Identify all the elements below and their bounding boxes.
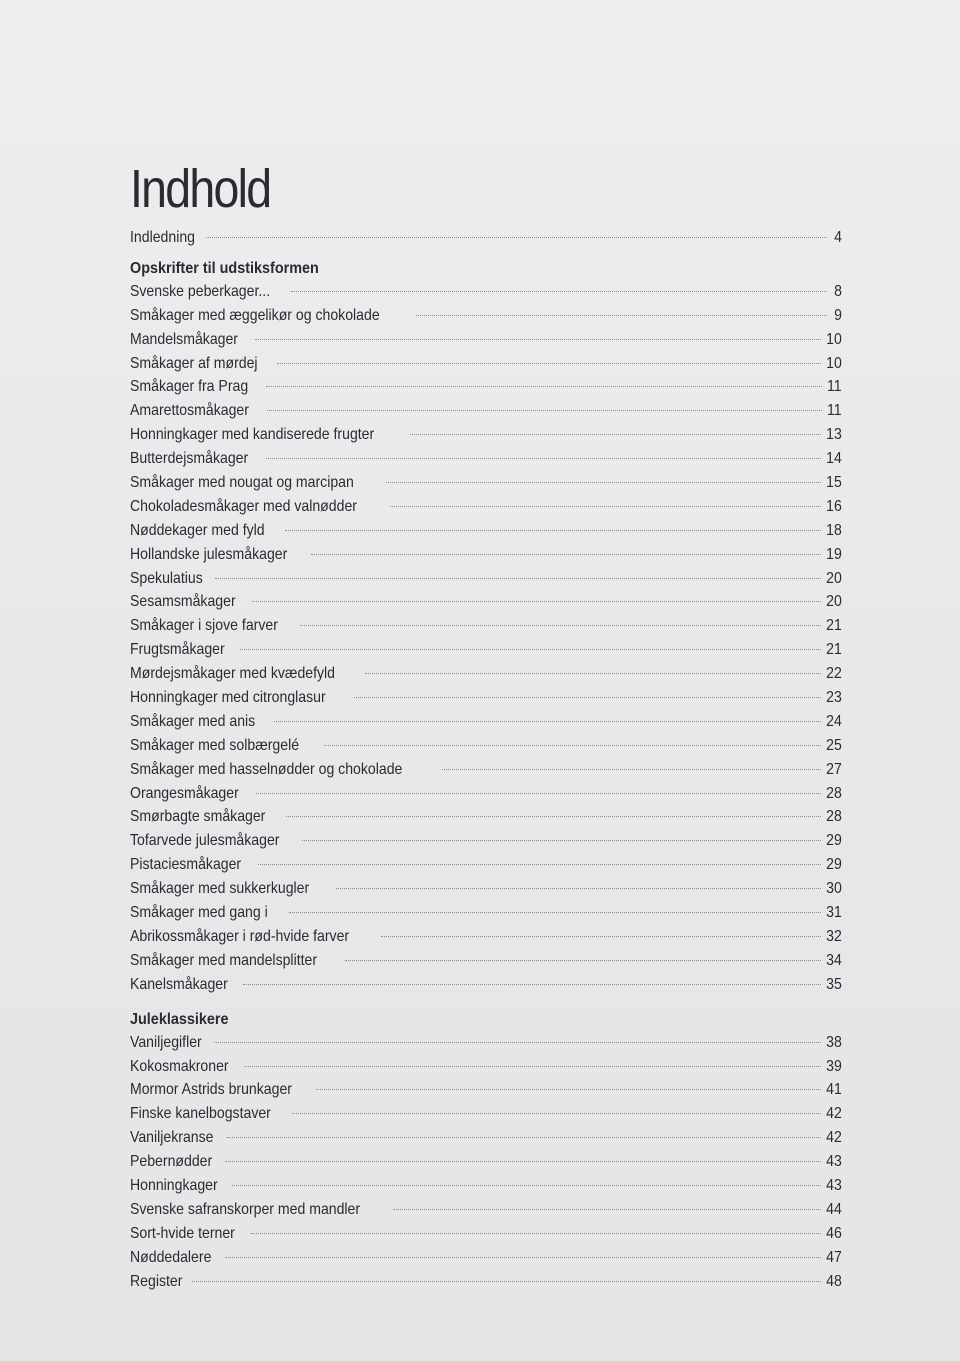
toc-entry-page: 18 (826, 521, 842, 539)
leader-dots (285, 530, 821, 531)
toc-entry-label: Mandelsmåkager (130, 330, 239, 348)
leader-dots (243, 984, 821, 985)
toc-entry-page: 22 (826, 665, 842, 683)
toc-entry-page: 4 (834, 229, 842, 246)
toc-entry[interactable] (130, 590, 842, 614)
toc-entry-page: 47 (826, 1248, 842, 1266)
toc-entry[interactable] (130, 662, 842, 686)
toc-entry-page: 19 (826, 545, 842, 563)
toc-entry-label: Butterdejsmåkager (130, 450, 249, 468)
toc-entry[interactable] (130, 328, 842, 352)
toc-entry-page: 38 (826, 1033, 842, 1051)
toc-entry[interactable] (130, 567, 842, 591)
leader-dots (258, 864, 821, 865)
toc-entry-page: 21 (826, 641, 842, 659)
leader-dots (215, 578, 821, 579)
leader-dots (255, 339, 821, 340)
toc-entry-label: Sesamsmåkager (130, 593, 236, 611)
toc-entry-page: 28 (826, 808, 842, 826)
toc-entry-page: 16 (826, 497, 842, 515)
toc-entry-page: 20 (826, 593, 842, 611)
leader-dots (311, 554, 821, 555)
section-entries (130, 280, 842, 997)
toc-entry-label: Hollandske julesmåkager (130, 545, 288, 563)
toc-entry-label: Tofarvede julesmåkager (130, 832, 280, 850)
toc-entry-label: Indledning (130, 229, 195, 246)
toc-entry-page: 30 (826, 880, 842, 898)
toc-entry-page: 29 (826, 832, 842, 850)
leader-dots (266, 386, 822, 387)
toc-entry[interactable] (130, 614, 842, 638)
toc-entry-label: Småkager med hasselnødder og chokolade (130, 760, 403, 778)
section-entries (130, 1031, 842, 1294)
toc-entry-label: Nøddekager med fyld (130, 521, 265, 539)
toc-entry[interactable] (130, 1198, 842, 1222)
toc-entry-label: Smørbagte småkager (130, 808, 266, 826)
toc-entry-label: Nøddedalere (130, 1248, 212, 1266)
toc-entry[interactable] (130, 1246, 842, 1270)
toc-entry-intro[interactable] (130, 226, 842, 250)
toc-entry-page: 41 (826, 1081, 842, 1099)
toc-entry-page: 29 (826, 856, 842, 874)
toc-entry-page: 43 (826, 1176, 842, 1194)
leader-dots (225, 1161, 821, 1162)
toc-entry-label: Sort-hvide terner (130, 1224, 235, 1242)
toc-entry-page: 11 (827, 402, 842, 420)
toc-entry-page: 25 (826, 736, 842, 754)
toc-entry[interactable] (130, 543, 842, 567)
toc-entry[interactable] (130, 495, 842, 519)
toc-entry-page: 44 (826, 1200, 842, 1218)
toc-entry-label: Svenske peberkager... (130, 282, 271, 300)
toc-entry-label: Pebernødder (130, 1153, 213, 1171)
toc-entry-page: 23 (826, 689, 842, 707)
toc-entry-page: 14 (826, 450, 842, 468)
toc-entry-page: 10 (826, 330, 842, 348)
toc-entry-page: 39 (826, 1057, 842, 1075)
toc-entry[interactable] (130, 1055, 842, 1079)
toc-entry-label: Vaniljegifler (130, 1033, 202, 1051)
toc-entry-label: Mørdejsmåkager med kvædefyld (130, 665, 336, 683)
toc-entry[interactable] (130, 805, 842, 829)
toc-entry-page: 9 (834, 306, 842, 324)
toc-entry[interactable] (130, 758, 842, 782)
toc-entry-page: 42 (826, 1129, 842, 1147)
leader-dots (336, 888, 822, 889)
toc-entry-label: Register (130, 1272, 183, 1290)
section-heading: Opskrifter til udstiksformen (130, 259, 319, 277)
leader-dots (206, 237, 827, 238)
toc-entry-page: 31 (826, 904, 842, 922)
toc-entry-label: Småkager i sjove farver (130, 617, 278, 635)
toc-entry[interactable] (130, 1270, 842, 1294)
toc-entry-label: Småkager med solbærgelé (130, 736, 300, 754)
toc-entry-page: 28 (826, 784, 842, 802)
leader-dots (214, 1042, 822, 1043)
toc-entry-label: Frugtsmåkager (130, 641, 225, 659)
toc-entry[interactable] (130, 1102, 842, 1126)
toc-section-2 (130, 1005, 842, 1294)
toc-entry[interactable] (130, 949, 842, 973)
leader-dots (390, 506, 821, 507)
toc-entry[interactable] (130, 280, 842, 304)
toc-entry-page: 24 (826, 712, 842, 730)
toc-entry-label: Finske kanelbogstaver (130, 1105, 271, 1123)
toc-entry[interactable] (130, 1078, 842, 1102)
toc-entry[interactable] (130, 853, 842, 877)
leader-dots (244, 1066, 821, 1067)
toc-entry[interactable] (130, 782, 842, 806)
leader-dots (386, 482, 821, 483)
toc-entry-label: Småkager fra Prag (130, 378, 249, 396)
toc-entry-page: 10 (826, 354, 842, 372)
toc-entry-label: Småkager med æggelikør og chokolade (130, 306, 380, 324)
toc-entry-page: 21 (826, 617, 842, 635)
toc-entry[interactable] (130, 375, 842, 399)
toc-entry-page: 8 (834, 282, 842, 300)
toc-entry[interactable] (130, 447, 842, 471)
toc-entry-page: 20 (826, 569, 842, 587)
section-heading: Juleklassikere (130, 1010, 229, 1028)
toc-entry[interactable] (130, 1031, 842, 1055)
page-title: Indhold (130, 159, 271, 219)
toc-entry-page: 42 (826, 1105, 842, 1123)
toc-entry-page: 15 (826, 474, 842, 492)
toc-entry-label: Honningkager (130, 1176, 218, 1194)
toc-entry[interactable] (130, 734, 842, 758)
toc-entry-page: 32 (826, 927, 842, 945)
leader-dots (410, 434, 822, 435)
toc-entry[interactable] (130, 1150, 842, 1174)
toc-entry-page: 43 (826, 1153, 842, 1171)
leader-dots (192, 1281, 822, 1282)
toc-entry[interactable] (130, 1126, 842, 1150)
leader-dots (442, 769, 822, 770)
toc-entry-page: 46 (826, 1224, 842, 1242)
leader-dots (286, 816, 821, 817)
toc-entry[interactable] (130, 352, 842, 376)
leader-dots (393, 1209, 821, 1210)
toc-entry[interactable] (130, 925, 842, 949)
toc-entry[interactable] (130, 710, 842, 734)
toc-entry-label: Småkager med sukkerkugler (130, 880, 310, 898)
toc-entry[interactable] (130, 901, 842, 925)
toc-entry-label: Mormor Astrids brunkager (130, 1081, 292, 1099)
leader-dots (251, 1233, 821, 1234)
toc-entry-label: Spekulatius (130, 569, 203, 587)
leader-dots (227, 1137, 821, 1138)
toc-entry-label: Kanelsmåkager (130, 975, 228, 993)
leader-dots (291, 291, 827, 292)
toc-entry[interactable] (130, 829, 842, 853)
toc-entry-page: 48 (826, 1272, 842, 1290)
leader-dots (416, 315, 827, 316)
leader-dots (300, 625, 821, 626)
toc-entry[interactable] (130, 519, 842, 543)
toc-entry[interactable] (130, 471, 842, 495)
leader-dots (252, 601, 821, 602)
leader-dots (381, 936, 821, 937)
toc-entry-label: Chokoladesmåkager med valnødder (130, 497, 357, 515)
leader-dots (354, 697, 821, 698)
toc-entry-label: Pistaciesmåkager (130, 856, 242, 874)
toc-entry-label: Vaniljekranse (130, 1129, 214, 1147)
leader-dots (266, 458, 821, 459)
toc-entry[interactable] (130, 423, 842, 447)
leader-dots (345, 960, 822, 961)
toc-entry-label: Svenske safranskorper med mandler (130, 1200, 361, 1218)
toc-entry-label: Honningkager med kandiserede frugter (130, 426, 375, 444)
toc-entry-label: Honningkager med citronglasur (130, 689, 326, 707)
leader-dots (292, 1113, 821, 1114)
toc-entry[interactable] (130, 877, 842, 901)
toc-entry[interactable] (130, 304, 842, 328)
toc-entry[interactable] (130, 638, 842, 662)
toc-entry-page: 34 (826, 951, 842, 969)
leader-dots (302, 840, 821, 841)
leader-dots (267, 410, 822, 411)
toc-entry[interactable] (130, 686, 842, 710)
toc-entry-page: 35 (826, 975, 842, 993)
leader-dots (316, 1089, 821, 1090)
toc-entry-label: Småkager med gang i (130, 904, 268, 922)
leader-dots (225, 1257, 822, 1258)
leader-dots (240, 649, 822, 650)
leader-dots (289, 912, 822, 913)
leader-dots (365, 673, 821, 674)
toc-entry[interactable] (130, 399, 842, 423)
toc-entry-label: Småkager med mandelsplitter (130, 951, 318, 969)
toc-entry-label: Småkager med nougat og marcipan (130, 474, 354, 492)
toc-entry-page: 11 (827, 378, 842, 396)
leader-dots (277, 363, 821, 364)
toc-entry[interactable] (130, 973, 842, 997)
toc-section-1 (130, 254, 842, 997)
leader-dots (274, 721, 821, 722)
toc-entry-page: 27 (826, 760, 842, 778)
leader-dots (324, 745, 821, 746)
toc-entry[interactable] (130, 1222, 842, 1246)
table-of-contents (130, 158, 842, 1293)
leader-dots (232, 1185, 822, 1186)
toc-entry-label: Orangesmåkager (130, 784, 239, 802)
toc-entry[interactable] (130, 1174, 842, 1198)
toc-entry-label: Småkager med anis (130, 712, 256, 730)
toc-entry-label: Kokosmakroner (130, 1057, 229, 1075)
toc-entry-label: Småkager af mørdej (130, 354, 258, 372)
leader-dots (256, 793, 822, 794)
toc-entry-page: 13 (826, 426, 842, 444)
toc-entry-label: Amarettosmåkager (130, 402, 249, 420)
toc-entry-label: Abrikossmåkager i rød-hvide farver (130, 927, 350, 945)
